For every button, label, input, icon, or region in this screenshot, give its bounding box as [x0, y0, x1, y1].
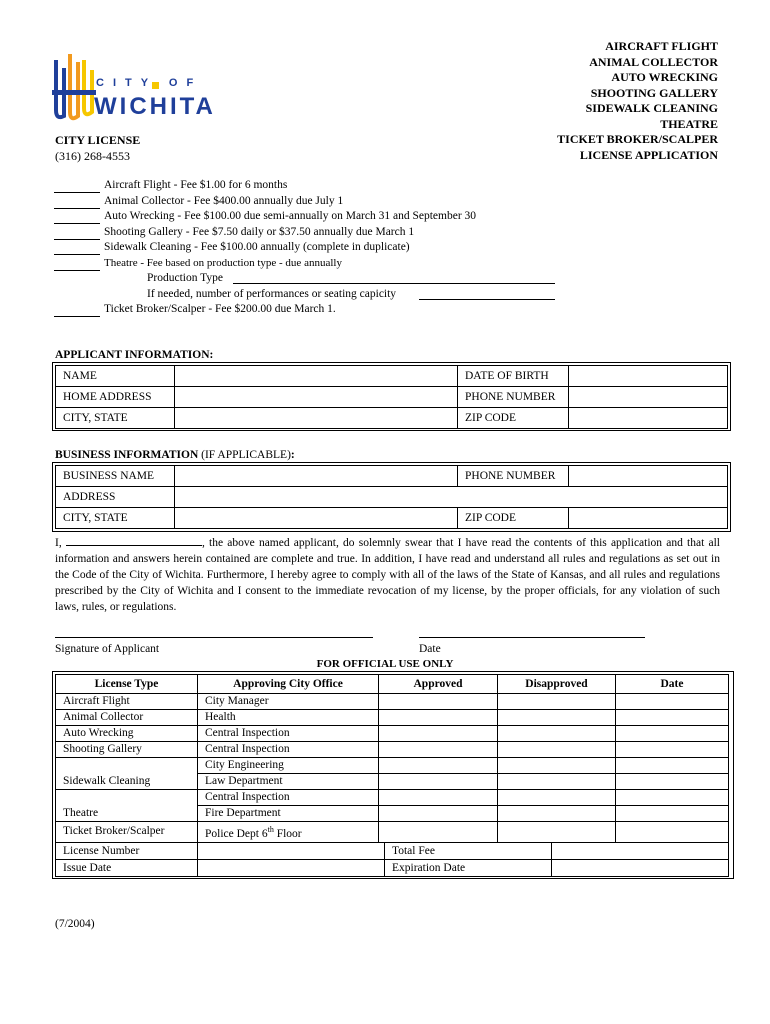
date-cell[interactable] [616, 774, 729, 790]
theatre-checkline[interactable] [54, 256, 100, 271]
date-line[interactable] [419, 637, 645, 638]
aircraft-flight-checkline[interactable] [54, 178, 100, 193]
office-cell: Central Inspection [198, 726, 379, 742]
license-type-cell: Auto Wrecking [56, 726, 198, 742]
license-type-cell: Sidewalk Cleaning [56, 758, 198, 790]
table-row [56, 790, 729, 806]
office-cell [198, 822, 379, 843]
license-option-sidewalk: Sidewalk Cleaning - Fee $100.00 annually (complete in duplicate) [104, 241, 410, 253]
applicant-phone-field[interactable] [569, 387, 728, 408]
license-type-cell: Animal Collector [56, 710, 198, 726]
approved-cell[interactable] [379, 806, 498, 822]
home-address-field[interactable] [175, 387, 458, 408]
table-row [56, 822, 729, 843]
applicant-heading: APPLICANT INFORMATION: [55, 349, 214, 361]
date-cell[interactable] [616, 790, 729, 806]
zip-field[interactable] [569, 408, 728, 429]
col-approved: Approved [379, 675, 498, 694]
business-city-state-label: CITY, STATE [56, 508, 175, 529]
license-option-aircraft: Aircraft Flight - Fee $1.00 for 6 months [104, 179, 288, 191]
disapproved-cell[interactable] [498, 710, 616, 726]
office-cell: Central Inspection [198, 790, 379, 806]
applicant-name-blank[interactable] [66, 533, 202, 546]
dob-field[interactable] [569, 366, 728, 387]
total-fee-field[interactable] [552, 843, 729, 860]
business-phone-field[interactable] [569, 466, 728, 487]
approved-cell[interactable] [379, 822, 498, 843]
disapproved-cell[interactable] [498, 742, 616, 758]
date-cell[interactable] [616, 726, 729, 742]
table-row [56, 758, 729, 774]
col-approving-office: Approving City Office [198, 675, 379, 694]
approved-cell[interactable] [379, 790, 498, 806]
title-line: TICKET BROKER/SCALPER [557, 132, 718, 146]
office-cell: Fire Department [198, 806, 379, 822]
signature-label: Signature of Applicant [55, 643, 160, 655]
approved-cell[interactable] [379, 726, 498, 742]
license-type-cell: Aircraft Flight [56, 694, 198, 710]
city-license-label: CITY LICENSE [55, 133, 141, 147]
date-cell[interactable] [616, 694, 729, 710]
license-number-label: License Number [56, 843, 198, 860]
oath-paragraph [55, 533, 720, 615]
office-cell: Central Inspection [198, 742, 379, 758]
approved-cell[interactable] [379, 742, 498, 758]
oath-prefix: I, [55, 537, 62, 549]
total-fee-label: Total Fee [385, 843, 552, 860]
shooting-gallery-checkline[interactable] [54, 225, 100, 240]
office-text: Police Dept 6 [205, 827, 268, 840]
business-heading-colon: : [290, 449, 295, 461]
official-use-heading: FOR OFFICIAL USE ONLY [316, 658, 454, 670]
disapproved-cell[interactable] [498, 726, 616, 742]
title-line: SIDEWALK CLEANING [585, 101, 718, 115]
col-disapproved: Disapproved [498, 675, 616, 694]
license-option-auto: Auto Wrecking - Fee $100.00 due semi-annually on March 31 and September 30 [104, 210, 477, 222]
business-name-field[interactable] [175, 466, 458, 487]
disapproved-cell[interactable] [498, 694, 616, 710]
disapproved-cell[interactable] [498, 758, 616, 774]
logo-text-wichita: WICHITA [94, 93, 216, 120]
logo-text-city-of: CITY OF [96, 77, 203, 89]
office-cell: City Engineering [198, 758, 379, 774]
title-line: ANIMAL COLLECTOR [589, 54, 718, 69]
office-cell: Law Department [198, 774, 379, 790]
city-state-label: CITY, STATE [56, 408, 175, 429]
office-text-end: Floor [273, 827, 302, 840]
official-use-table [55, 674, 729, 843]
business-city-state-field[interactable] [175, 508, 458, 529]
business-phone-label: PHONE NUMBER [458, 466, 569, 487]
issue-date-field[interactable] [198, 860, 385, 877]
title-line: AIRCRAFT FLIGHT [605, 39, 718, 53]
issue-date-label: Issue Date [56, 860, 198, 877]
business-heading [55, 449, 295, 461]
table-row [56, 726, 729, 742]
title-line: LICENSE APPLICATION [579, 147, 718, 162]
table-row [56, 710, 729, 726]
date-cell[interactable] [616, 822, 729, 843]
disapproved-cell[interactable] [498, 774, 616, 790]
approved-cell[interactable] [379, 758, 498, 774]
date-cell[interactable] [616, 742, 729, 758]
form-title [557, 39, 718, 163]
approved-cell[interactable] [379, 694, 498, 710]
name-label: NAME [56, 366, 175, 387]
business-zip-field[interactable] [569, 508, 728, 529]
office-cell: Health [198, 710, 379, 726]
date-label: Date [419, 643, 441, 655]
license-type-cell: Shooting Gallery [56, 742, 198, 758]
signature-line[interactable] [55, 637, 373, 638]
license-option-ticket: Ticket Broker/Scalper - Fee $200.00 due March 1. [104, 303, 336, 315]
applicant-phone-label: PHONE NUMBER [458, 387, 569, 408]
city-license-phone: (316) 268-4553 [55, 149, 130, 163]
disapproved-cell[interactable] [498, 822, 616, 843]
city-state-field[interactable] [175, 408, 458, 429]
zip-label: ZIP CODE [458, 408, 569, 429]
license-type-cell: Theatre [56, 790, 198, 822]
business-zip-label: ZIP CODE [458, 508, 569, 529]
sidewalk-cleaning-checkline[interactable] [54, 240, 100, 255]
office-cell: City Manager [198, 694, 379, 710]
title-line: AUTO WRECKING [611, 70, 718, 84]
business-heading-note: (IF APPLICABLE) [198, 449, 291, 461]
performances-field[interactable] [419, 286, 555, 300]
auto-wrecking-checkline[interactable] [54, 209, 100, 224]
license-issue-table [55, 842, 729, 877]
license-type-cell: Ticket Broker/Scalper [56, 822, 198, 843]
title-line: THEATRE [660, 116, 718, 131]
name-field[interactable] [175, 366, 458, 387]
license-option-animal: Animal Collector - Fee $400.00 annually due July 1 [104, 195, 344, 207]
disapproved-cell[interactable] [498, 790, 616, 806]
license-option-theatre: Theatre - Fee based on production type - due annually [104, 257, 342, 269]
title-line: SHOOTING GALLERY [590, 85, 718, 100]
oath-text: , the above named applicant, do solemnly swear that I have read the contents of this application and that all information and answers herein contained are complete and true. In addition, I have read and understand all rules and regulations as set out in the Code of the City of Wichita. Furthermore, I hereby agree to comply with all of the laws of the State of Kansas, and all rules and regulations prescribed by the City of Wichita and I consent to the immediate revocation of my license, by the proper officials, for any violation of such laws, rules, or regulations. [55, 537, 721, 613]
expiration-date-field[interactable] [552, 860, 729, 877]
license-option-shooting: Shooting Gallery - Fee $7.50 daily or $37.50 annually due March 1 [104, 226, 415, 238]
applicant-table [55, 365, 728, 429]
production-type-field[interactable] [233, 270, 555, 284]
revision-date: (7/2004) [55, 918, 95, 930]
home-address-label: HOME ADDRESS [56, 387, 175, 408]
business-address-label: ADDRESS [56, 487, 175, 508]
business-heading-bold: BUSINESS INFORMATION [55, 449, 199, 461]
date-cell[interactable] [616, 710, 729, 726]
production-type-label: Production Type [147, 272, 223, 284]
col-license-type: License Type [56, 675, 198, 694]
license-number-field[interactable] [198, 843, 385, 860]
animal-collector-checkline[interactable] [54, 194, 100, 209]
date-cell[interactable] [616, 806, 729, 822]
disapproved-cell[interactable] [498, 806, 616, 822]
business-address-field[interactable] [175, 487, 728, 508]
dob-label: DATE OF BIRTH [458, 366, 569, 387]
approved-cell[interactable] [379, 774, 498, 790]
expiration-date-label: Expiration Date [385, 860, 552, 877]
business-name-label: BUSINESS NAME [56, 466, 175, 487]
date-cell[interactable] [616, 758, 729, 774]
ticket-broker-checkline[interactable] [54, 302, 100, 317]
office-superscript: th [267, 825, 274, 834]
approved-cell[interactable] [379, 710, 498, 726]
business-table [55, 465, 728, 529]
table-row [56, 742, 729, 758]
col-date: Date [616, 675, 729, 694]
table-row [56, 694, 729, 710]
performances-label: If needed, number of performances or seating capicity [147, 288, 397, 300]
